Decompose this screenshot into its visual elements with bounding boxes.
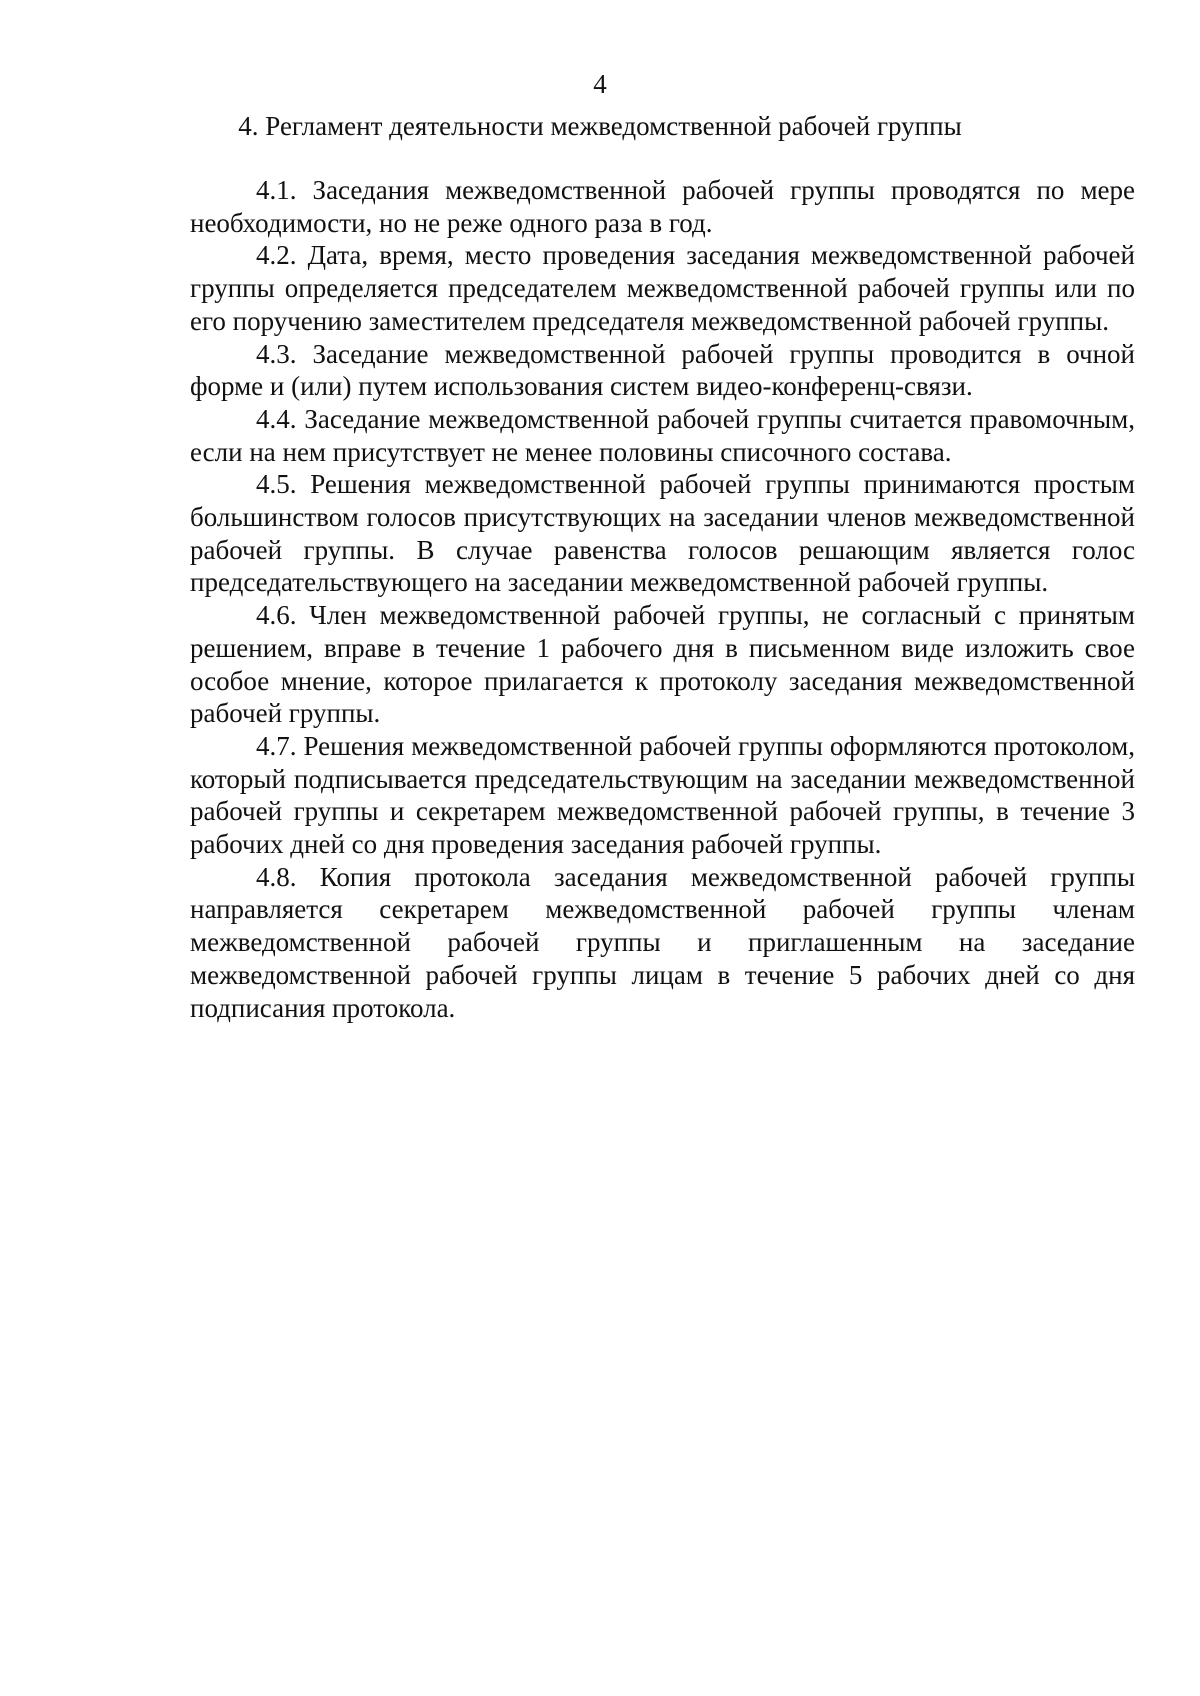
paragraph-4-5: 4.5. Решения межведомственной рабочей группы принимаются простым большинством голосов присутствующих на заседании членов межведомственной рабочей группы. В случае равенства голосов решающим является голос председательствующего на заседании межведомственной рабочей группы.	[190, 469, 1135, 598]
paragraph-4-8: 4.8. Копия протокола заседания межведомственной рабочей группы направляется секретарем межведомственной рабочей группы членам межведомственной рабочей группы и приглашенным на заседание межведомственной рабочей группы лицам в течение 5 рабочих дней со дня подписания протокола.	[190, 861, 1135, 1023]
paragraph-4-1: 4.1. Заседания межведомственной рабочей группы проводятся по мере необходимости, но не реже одного раза в год.	[190, 175, 1135, 238]
paragraph-4-3: 4.3. Заседание межведомственной рабочей группы проводится в очной форме и (или) путем использования систем видео-конференц-связи.	[190, 338, 1135, 402]
section-title: 4. Регламент деятельности межведомственной рабочей группы	[238, 111, 962, 141]
paragraph-4-6: 4.6. Член межведомственной рабочей группы, не согласный с принятым решением, вправе в течение 1 рабочего дня в письменном виде изложить свое особое мнение, которое прилагается к протоколу заседания межведомственной рабочей группы.	[190, 600, 1135, 729]
paragraph-4-7: 4.7. Решения межведомственной рабочей группы оформляются протоколом, который подписывается председательствующим на заседании межведомственной рабочей группы и секретарем межведомственной рабочей группы, в течение 3 рабочих дней со дня проведения заседания рабочей группы.	[190, 730, 1135, 860]
paragraph-4-2: 4.2. Дата, время, место проведения заседания межведомственной рабочей группы определяется председателем межведомственной рабочей группы или по его поручению заместителем председателя межведомственной рабочей группы.	[190, 240, 1135, 336]
section-body	[190, 174, 1135, 1024]
paragraph-4-4: 4.4. Заседание межведомственной рабочей группы считается правомочным, если на нем присутствует не менее половины списочного состава.	[190, 403, 1135, 467]
page-number: 4	[593, 69, 607, 99]
